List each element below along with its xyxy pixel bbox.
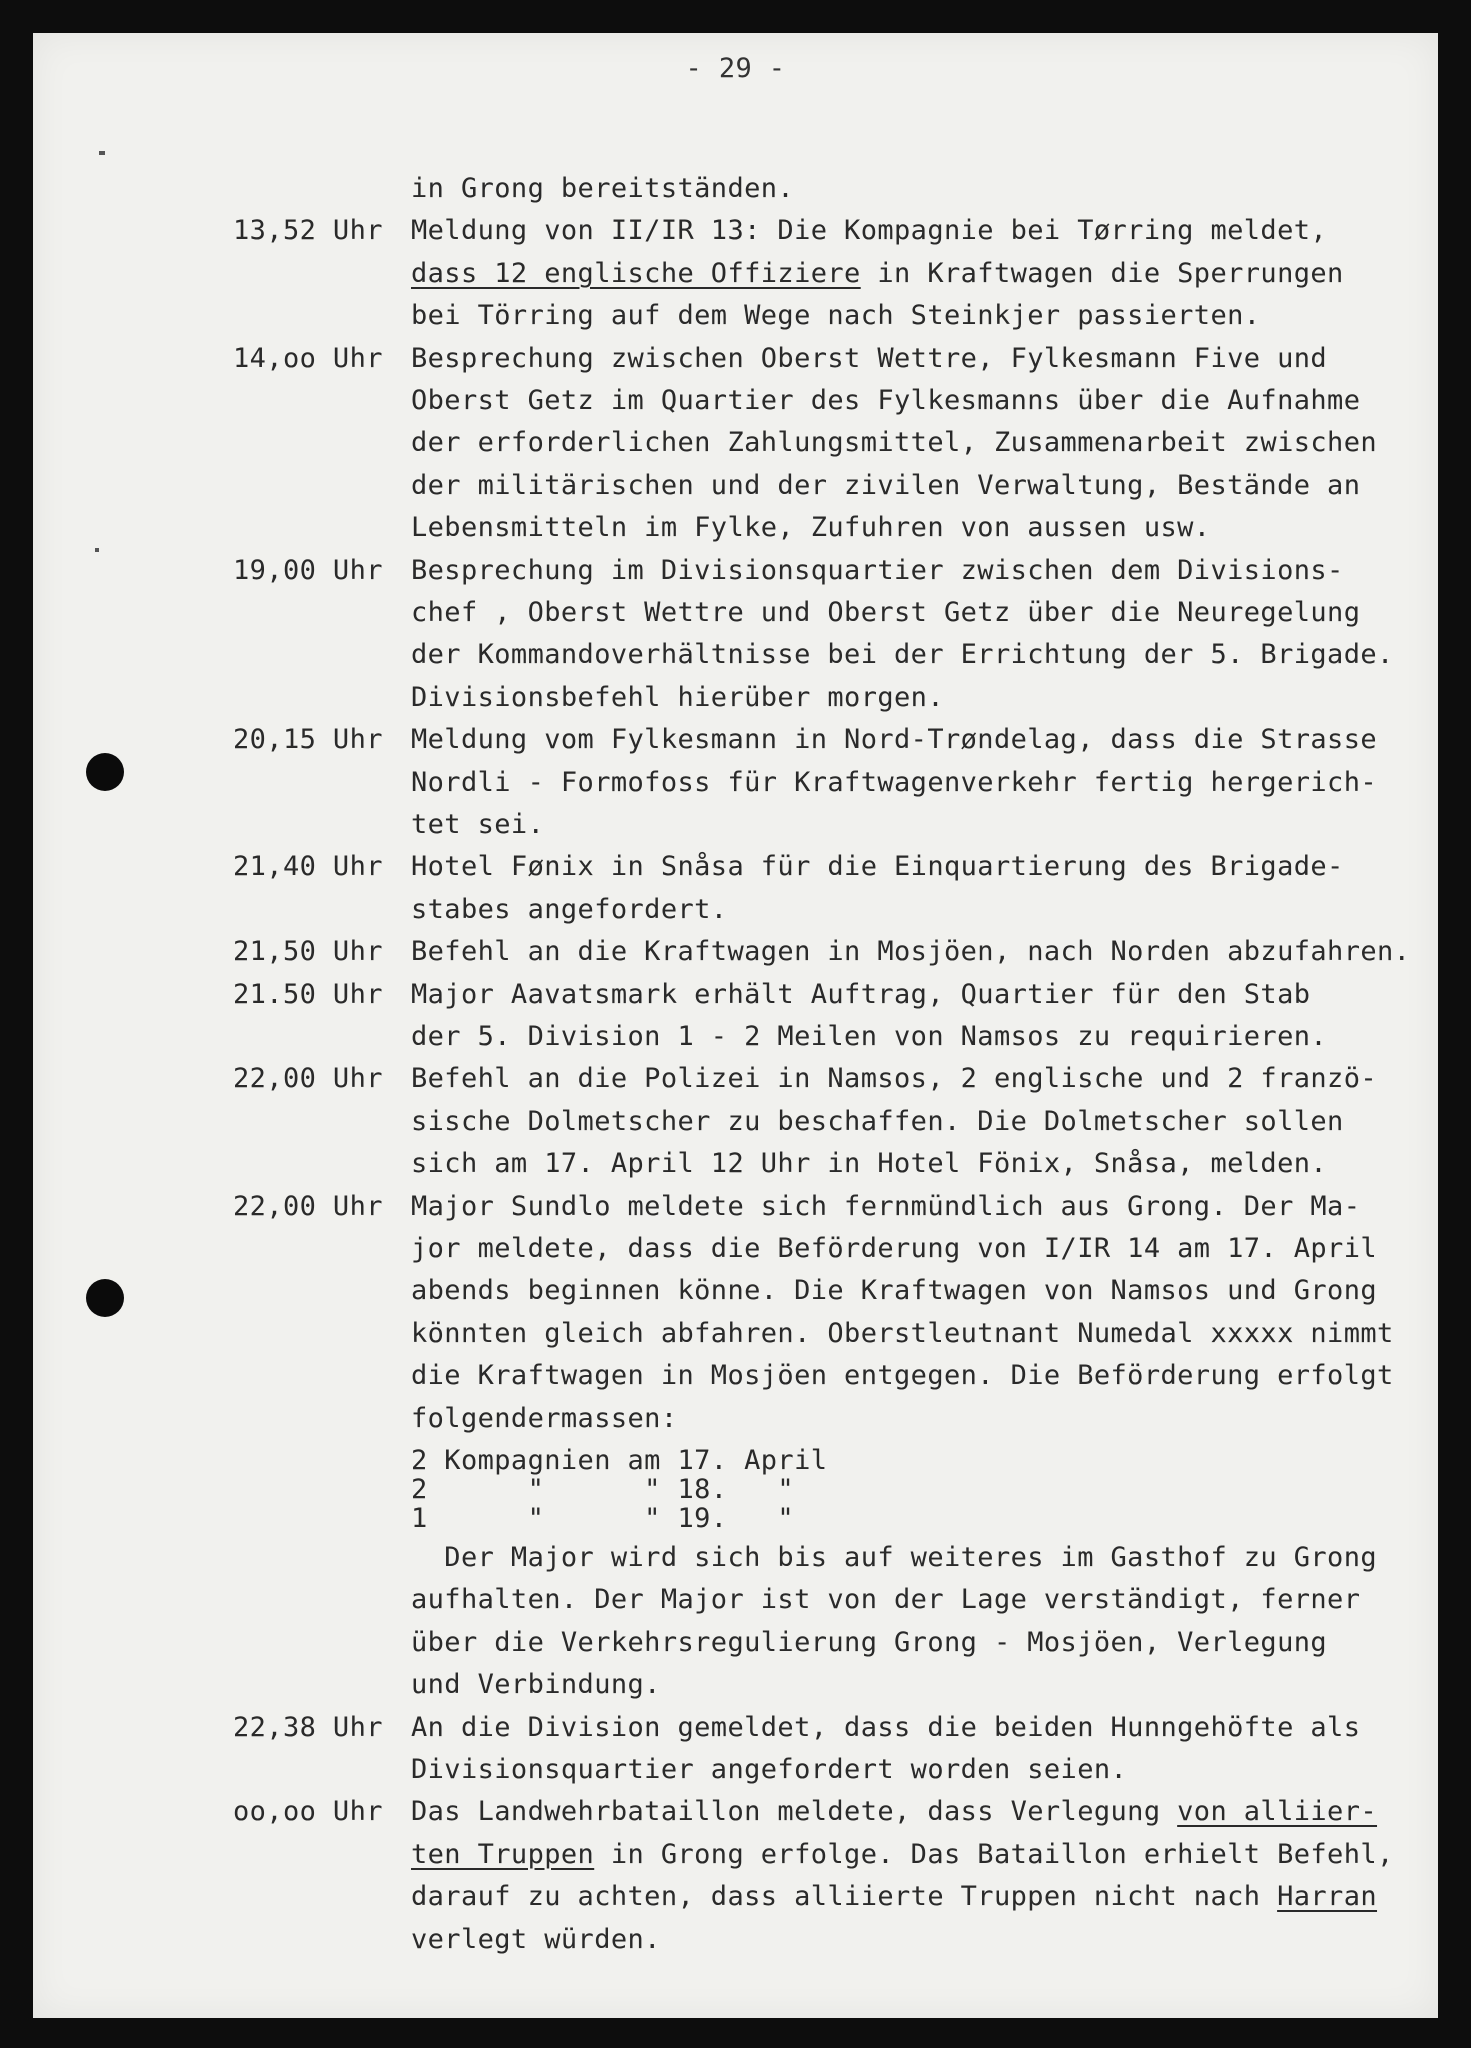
margin-mark (95, 548, 99, 552)
entry-text-line: Das Landwehrbataillon meldete, dass Verlegung von alliier- (411, 1796, 1378, 1828)
entry-text-line: abends beginnen könne. Die Kraftwagen von Namsos und Grong (411, 1275, 1378, 1307)
entry-time: 21,50 Uhr (233, 936, 383, 968)
entry-text-line: bei Törring auf dem Wege nach Steinkjer passierten. (411, 300, 1261, 332)
entry-text-line: Divisionsquartier angefordert worden seien. (411, 1754, 1128, 1785)
entry-text-line: in Grong bereitständen. (411, 173, 795, 204)
entry-text-line: 2 Kompagnien am 17. April (411, 1445, 828, 1476)
entry-text-line: die Kraftwagen in Mosjöen entgegen. Die Beförderung erfolgt (411, 1360, 1394, 1392)
punch-hole-top (86, 753, 124, 791)
entry-text-line: 2 " " 18. " (411, 1474, 795, 1505)
entry-time: 21.50 Uhr (233, 978, 383, 1010)
entry-text-line: Befehl an die Kraftwagen in Mosjöen, nach Norden abzufahren. (411, 936, 1411, 968)
entry-text-line: Meldung vom Fylkesmann in Nord-Trøndelag, dass die Strasse (411, 724, 1378, 756)
entry-text-line: Befehl an die Polizei in Namsos, 2 englische und 2 franzö- (411, 1063, 1378, 1095)
entry-text-line: Oberst Getz im Quartier des Fylkesmanns über die Aufnahme (411, 385, 1361, 416)
entry-text-line: Besprechung im Divisionsquartier zwischen dem Divisions- (411, 554, 1344, 586)
entry-text-line: der militärischen und der zivilen Verwaltung, Bestände an (411, 469, 1361, 501)
entry-text-line: stabes angefordert. (411, 893, 728, 925)
entry-text-line: folgendermassen: (411, 1402, 678, 1434)
entry-text-line: verlegt würden. (411, 1923, 661, 1955)
entry-text-line: der 5. Division 1 - 2 Meilen von Namsos zu requirieren. (411, 1021, 1328, 1052)
entry-text-line: Besprechung zwischen Oberst Wettre, Fylkesmann Five und (411, 342, 1328, 374)
entry-text-line: tet sei. (411, 809, 545, 840)
entry-text-line: jor meldete, dass die Beförderung von I/IR 14 am 17. April (411, 1233, 1378, 1264)
entry-time: 13,52 Uhr (233, 215, 383, 247)
entry-time: 22,00 Uhr (233, 1190, 383, 1222)
entry-time: 22,00 Uhr (233, 1063, 383, 1095)
entry-text-line: Nordli - Formofoss für Kraftwagenverkehr fertig hergerich- (411, 766, 1378, 798)
page-number: - 29 - (685, 53, 786, 84)
entry-time: oo,oo Uhr (233, 1796, 383, 1828)
entry-text-line: chef , Oberst Wettre und Oberst Getz über die Neuregelung (411, 597, 1361, 628)
entry-text-line: und Verbindung. (411, 1669, 661, 1701)
entry-text-line: Divisionsbefehl hierüber morgen. (411, 681, 944, 713)
entry-text-line: Lebensmitteln im Fylke, Zufuhren von aussen usw. (411, 512, 1211, 544)
entry-text-line: ten Truppen in Grong erfolge. Das Bataillon erhielt Befehl, (411, 1838, 1394, 1870)
entry-time: 20,15 Uhr (233, 724, 383, 756)
entry-text-line: der erforderlichen Zahlungsmittel, Zusammenarbeit zwischen (411, 427, 1378, 459)
entry-text-line: dass 12 englische Offiziere in Kraftwagen die Sperrungen (411, 257, 1344, 289)
entry-text-line: könnten gleich abfahren. Oberstleutnant Numedal xxxxx nimmt (411, 1317, 1394, 1349)
punch-hole-bottom (86, 1279, 124, 1317)
entry-time: 19,00 Uhr (233, 554, 383, 586)
entry-time: 14,oo Uhr (233, 342, 383, 374)
entry-text-line: der Kommandoverhältnisse bei der Errichtung der 5. Brigade. (411, 639, 1394, 671)
document-page (33, 33, 1438, 2018)
entry-text-line: Major Aavatsmark erhält Auftrag, Quartier für den Stab (411, 978, 1311, 1010)
entry-text-line: An die Division gemeldet, dass die beiden Hunngehöfte als (411, 1711, 1361, 1743)
entry-text-line: sische Dolmetscher zu beschaffen. Die Dolmetscher sollen (411, 1105, 1344, 1137)
entry-text-line: sich am 17. April 12 Uhr in Hotel Fönix, Snåsa, melden. (411, 1148, 1328, 1180)
margin-mark (99, 151, 105, 155)
entry-text-line: Meldung von II/IR 13: Die Kompagnie bei Tørring meldet, (411, 215, 1328, 247)
entry-text-line: Hotel Fønix in Snåsa für die Einquartierung des Brigade- (411, 851, 1344, 883)
entry-text-line: aufhalten. Der Major ist von der Lage verständigt, ferner (411, 1584, 1361, 1616)
entry-time: 22,38 Uhr (233, 1711, 383, 1743)
entry-text-line: Der Major wird sich bis auf weiteres im Gasthof zu Grong (411, 1542, 1378, 1573)
entry-text-line: darauf zu achten, dass alliierte Truppen nicht nach Harran (411, 1881, 1378, 1913)
entry-text-line: über die Verkehrsregulierung Grong - Mosjöen, Verlegung (411, 1626, 1328, 1658)
entry-text-line: Major Sundlo meldete sich fernmündlich aus Grong. Der Ma- (411, 1190, 1361, 1222)
entry-time: 21,40 Uhr (233, 851, 383, 883)
entry-text-line: 1 " " 19. " (411, 1503, 795, 1534)
